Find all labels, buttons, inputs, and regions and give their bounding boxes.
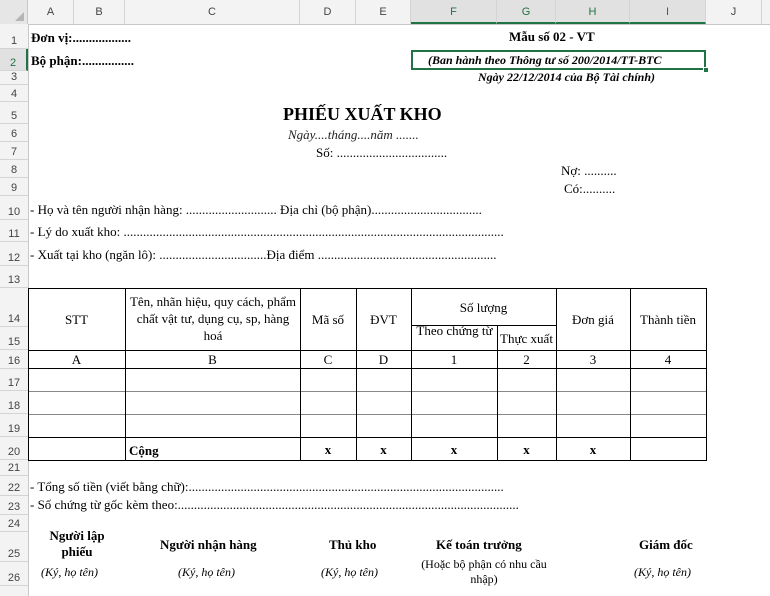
row-header[interactable] [0, 460, 28, 476]
code-cell[interactable]: 1 [450, 352, 458, 367]
column-header-bar [0, 0, 770, 25]
row-number: 2 [9, 57, 17, 69]
row-number: 18 [7, 400, 21, 412]
issued-by-line2[interactable]: Ngày 22/12/2014 của Bộ Tài chính) [478, 70, 656, 84]
signature-preparer-title[interactable]: Người lập phiếu [49, 528, 105, 559]
unit-label[interactable]: Đơn vị:.................. [31, 30, 132, 45]
row-header[interactable] [0, 124, 28, 142]
code-cell[interactable]: D [378, 352, 389, 367]
warehouse-field[interactable]: - Xuất tại kho (ngăn lô): .................................Địa điểm ....................................................... [30, 247, 497, 262]
row-number: 22 [7, 482, 21, 494]
total-mark[interactable]: x [523, 442, 530, 457]
signature-chief-accountant-note[interactable]: (Hoặc bộ phận có nhu cầu nhập) [421, 557, 547, 586]
select-all-corner[interactable] [0, 0, 28, 24]
row-header[interactable] [0, 196, 28, 220]
table-border [28, 437, 706, 438]
debit-account[interactable]: Nợ: .......... [561, 163, 617, 178]
document-title[interactable]: PHIẾU XUẤT KHO [283, 104, 442, 124]
row-number: 25 [7, 548, 21, 560]
code-cell[interactable]: 3 [589, 352, 597, 367]
signature-chief-accountant-title[interactable]: Kế toán trưởng [436, 537, 522, 552]
column-header-a[interactable]: A [28, 0, 74, 24]
header-amount[interactable]: Thành tiền [640, 312, 696, 327]
row-header[interactable] [0, 532, 28, 562]
row-number: 11 [8, 228, 20, 240]
row-number: 12 [7, 252, 21, 264]
table-border [28, 368, 706, 369]
row-header[interactable] [0, 369, 28, 391]
row-number: 19 [7, 423, 21, 435]
row-header[interactable] [0, 220, 28, 242]
attached-documents-field[interactable]: - Số chứng từ gốc kèm theo:......................................................................................................... [30, 497, 519, 512]
code-cell[interactable]: B [208, 352, 217, 367]
select-all-icon [15, 12, 24, 21]
row-header[interactable] [0, 142, 28, 160]
row-number: 13 [7, 274, 21, 286]
signature-director-title[interactable]: Giám đốc [639, 537, 693, 552]
row-number: 10 [7, 206, 21, 218]
header-unit[interactable]: ĐVT [370, 312, 397, 327]
row-header[interactable] [0, 515, 28, 532]
column-header-f[interactable]: F [411, 0, 497, 24]
row-header[interactable] [0, 71, 28, 85]
row-header[interactable] [0, 562, 28, 586]
header-code[interactable]: Mã số [311, 312, 345, 327]
header-qty-actual[interactable]: Thực xuất [500, 331, 553, 346]
row-header[interactable] [0, 391, 28, 414]
signature-storekeeper-note[interactable]: (Ký, họ tên) [321, 565, 378, 579]
form-number[interactable]: Mẫu số 02 - VT [509, 29, 595, 44]
column-header-i[interactable]: I [630, 0, 706, 24]
row-header[interactable] [0, 476, 28, 496]
code-cell[interactable]: C [323, 352, 333, 367]
signature-receiver-note[interactable]: (Ký, họ tên) [178, 565, 235, 579]
total-in-words-field[interactable]: - Tổng số tiền (viết bằng chữ):................................................................................................. [30, 479, 504, 494]
credit-account[interactable]: Có:.......... [564, 181, 616, 196]
row-number: 15 [7, 336, 21, 348]
row-header[interactable] [0, 102, 28, 124]
row-number: 6 [10, 128, 18, 140]
table-border [28, 288, 706, 289]
row-header[interactable] [0, 178, 28, 196]
table-border [28, 414, 706, 415]
table-border [28, 391, 706, 392]
row-number: 5 [10, 110, 18, 122]
row-header[interactable] [0, 288, 28, 327]
signature-preparer-note[interactable]: (Ký, họ tên) [41, 565, 98, 579]
total-mark[interactable]: x [450, 442, 458, 457]
total-mark[interactable]: x [380, 442, 387, 457]
row-number: 3 [10, 71, 18, 83]
row-number: 20 [7, 446, 21, 458]
table-border [125, 288, 126, 461]
column-header-g[interactable]: G [497, 0, 556, 24]
total-mark[interactable]: x [589, 442, 597, 457]
header-stt[interactable]: STT [64, 312, 89, 327]
issued-by-line1[interactable]: (Ban hành theo Thông tư số 200/2014/TT-BTC [428, 53, 662, 67]
row-number: 16 [7, 355, 21, 367]
reason-field[interactable]: - Lý do xuất kho: ..................................................................................................................... [30, 224, 504, 239]
signature-receiver-title[interactable]: Người nhận hàng [160, 537, 257, 552]
row-header[interactable] [0, 350, 28, 369]
header-qty-document[interactable]: Theo chứng từ [416, 323, 493, 338]
row-header[interactable] [0, 85, 28, 102]
row-header[interactable] [0, 242, 28, 266]
document-date[interactable]: Ngày....tháng....năm ....... [288, 127, 419, 142]
row-number: 24 [7, 518, 21, 530]
code-cell[interactable]: 2 [523, 352, 530, 367]
signature-storekeeper-title[interactable]: Thủ kho [329, 537, 377, 552]
document-number[interactable]: Số: .................................. [316, 145, 448, 160]
row-number: 17 [7, 377, 21, 389]
row-header[interactable] [0, 24, 28, 49]
column-header-d[interactable]: D [300, 0, 356, 24]
signature-director-note[interactable]: (Ký, họ tên) [634, 565, 691, 579]
row-header[interactable] [0, 327, 28, 350]
fill-handle[interactable] [703, 67, 709, 73]
row-number: 4 [10, 88, 18, 100]
column-header-c[interactable]: C [125, 0, 300, 24]
column-header-j[interactable]: J [706, 0, 762, 24]
header-unit-price[interactable]: Đơn giá [572, 312, 614, 327]
header-item-name[interactable]: Tên, nhãn hiệu, quy cách, phẩm chất vật tư, dụng cụ, sp, hàng hoá [129, 294, 297, 343]
row-header[interactable] [0, 160, 28, 178]
department-label[interactable]: Bộ phận:................ [31, 53, 134, 68]
header-quantity[interactable]: Số lượng [459, 300, 508, 315]
row-header[interactable] [0, 437, 28, 460]
column-header-h[interactable]: H [556, 0, 630, 24]
row-number: 7 [10, 146, 18, 158]
receiver-field[interactable]: - Họ và tên người nhận hàng: ............................ Địa chỉ (bộ phận).................................. [30, 202, 482, 217]
column-header-b[interactable]: B [74, 0, 125, 24]
row-header[interactable] [0, 49, 28, 71]
row-number: 8 [10, 164, 18, 176]
row-number: 26 [7, 572, 21, 584]
column-header-e[interactable]: E [356, 0, 411, 24]
row-number: 23 [7, 501, 21, 513]
code-cell[interactable]: A [71, 352, 82, 367]
code-cell[interactable]: 4 [664, 352, 672, 367]
selected-cell[interactable] [411, 50, 706, 70]
table-border [706, 288, 707, 461]
row-number: 1 [10, 35, 18, 47]
row-header[interactable] [0, 414, 28, 437]
total-mark[interactable]: x [324, 442, 332, 457]
row-header[interactable] [0, 266, 28, 288]
total-label[interactable]: Cộng [129, 443, 159, 458]
row-number: 9 [10, 182, 18, 194]
row-number: 21 [7, 462, 21, 474]
row-header[interactable] [0, 496, 28, 515]
row-number: 14 [7, 313, 21, 325]
table-border [28, 460, 706, 461]
